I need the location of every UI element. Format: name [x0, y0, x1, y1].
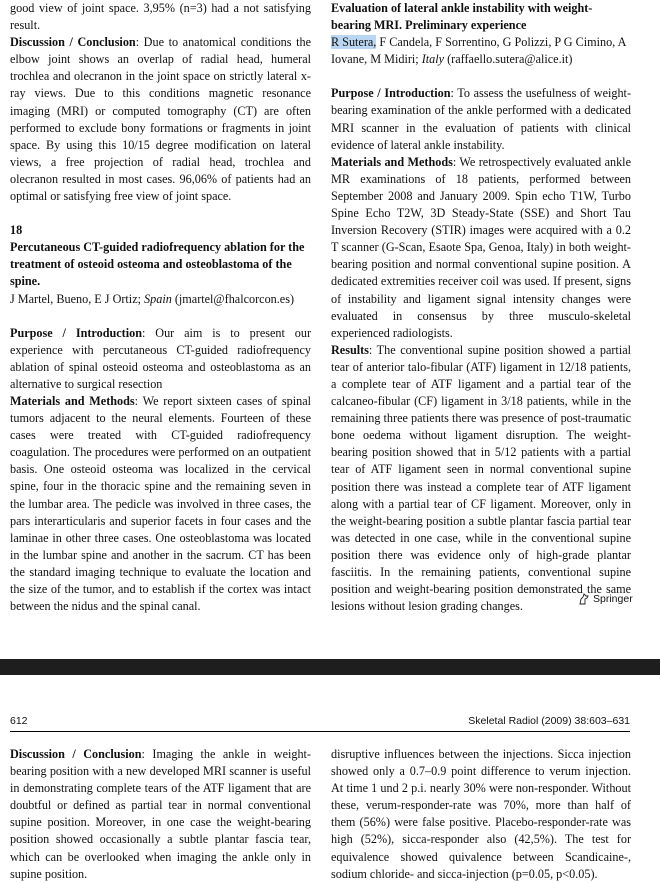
- purpose-label: Purpose / Introduction: [10, 325, 142, 340]
- email[interactable]: (jmartel@fhalcorcon.es): [174, 291, 295, 306]
- right-column: [331, 0, 631, 615]
- purpose-paragraph: [10, 325, 311, 393]
- page-separator: [0, 659, 660, 675]
- continued-text-page2: disruptive influences between the injections. Sicca injection showed only a 0.7–0.9 point difference to verum injection. At time 1 und 2 p.i. nearly 30% were non-responder. Without these, verum-responder-rate was 70%, more than half of them (56%) were false positive. Placebo-responder-rate was high (52%), sicca-responder also (42,5%). The test for equivalence showed quivalence between Scandicaine-, sodium chloride- and sicca-injection (p=0.05, p<0.05).: [331, 747, 631, 881]
- results-label-right: Results: [331, 342, 369, 357]
- author-line-right: [331, 34, 631, 68]
- publisher-name: Springer: [593, 593, 633, 605]
- discussion-text-page2: : Imaging the ankle in weight-bearing position with a new developed MRI scanner is useful in demonstrating complete tears of the ATF ligament that are doubtful or defined as partial tear in normal conventional supine position. Moreover, in one case the weight-bearing position showed occasionally a subtle plantar fascia tear, which can be overlooked when imaging the ankle only in supine position.: [10, 747, 311, 881]
- purpose-label-right: Purpose / Introduction: [331, 86, 451, 101]
- publisher-logo: [578, 593, 633, 605]
- country: Spain: [144, 291, 172, 306]
- discussion-label: Discussion / Conclusion: [10, 35, 136, 50]
- abstract-number: 18: [10, 223, 23, 238]
- journal-reference: Skeletal Radiol (2009) 38:603–631: [468, 715, 630, 727]
- purpose-text: : Our aim is to present our experience with percutaneous CT-guided radiofrequency ablation of spinal osteoid osteoma and osteoblastoma as an alternative to surgical resection: [10, 325, 312, 391]
- discussion-label-page2: Discussion / Conclusion: [10, 747, 142, 761]
- author-line: [10, 291, 311, 308]
- right-column-page2: [331, 746, 631, 883]
- purpose-text-right: : To assess the usefulness of weight-bearing examination of the ankle performed with a dedicated MRI scanner in the evaluation of patients with clinical evidence of lateral ankle instability.: [331, 86, 631, 152]
- highlighted-author[interactable]: R Sutera,: [331, 35, 377, 50]
- purpose-paragraph-right: [331, 85, 631, 153]
- abstract-title: Percutaneous CT-guided radiofrequency ablation for the treatment of osteoid osteoma and osteoblastoma of the spine.: [10, 240, 305, 289]
- methods-text-right: : We retrospectively evaluated ankle MR examinations of 18 patients, performed between September 2008 and January 2009. Spin echo T1W, Turbo Spine Echo T2W, 3D Steady-State (SSE) and Short Tau Inversion Recovery (STIR) images were acquired with a 0.2 T scanner (G-Scan, Esaote Spa, Genoa, Italy) in both weight-bearing position and normal conventional supine position. A dedicated extremities receiver coil was used. If present, signs of instability and ligament signal intensity changes were evaluated in consensus by three musculo-skeletal experienced radiologists.: [331, 154, 631, 340]
- header-rule: [10, 731, 630, 732]
- abstract-title-right: Evaluation of lateral ankle instability with weight-bearing MRI. Preliminary experience: [331, 1, 593, 33]
- left-column: [10, 0, 311, 615]
- methods-text: : We report sixteen cases of spinal tumors adjacent to the neural elements. Fourteen of these cases were treated with CT-guided radiofrequency coagulation. The procedures were performed on an outpatient basis. One osteoid osteoma was localized in the cervical spine, four in the thoracic spine and the remaining seven in the lumbar area. The pedicle was involved in three cases, the pars interarticularis and superior facets in four cases and the laminae in other three cases. One osteoblastoma was located in the lumbar spine and another in the sacrum. CT has been the standard imaging technique to evaluate the location and the size of the tumor, and to establish if the cortex was intact between the nidus and the spinal canal.: [10, 393, 311, 614]
- methods-label-right: Materials and Methods: [331, 154, 453, 169]
- discussion-paragraph: [10, 34, 311, 205]
- continuation-paragraph: good view of joint space. 3,95% (n=3) had a not satisfying result.: [10, 1, 311, 33]
- authors-rest: F Candela, F Sorrentino, G Polizzi, P G Cimino, A Iovane, M Midiri;: [331, 35, 626, 67]
- email-right[interactable]: (raffaello.sutera@alice.it): [447, 52, 573, 67]
- results-text-right: : The conventional supine position showed a partial tear of anterior talo-fibular (ATF) ligament in 12/18 patients, a complete tear of ATF ligament and a partial tear of the calcaneo-fibular (CF) ligament in 3/18 patients, while in the remaining three patients there was presence of post-traumatic bone oedema without ligament disruption. The weight-bearing position showed that in 5/12 patients with a partial tear of ATF ligament seen in normal conventional supine position there was instead a complete tear of ATF ligament along with a partial tear of CF ligament. Moreover, only in the weight-bearing position a subtle plantar fascia partial tear was detected in one case, while in the conventional supine position there was evidence only of high-grade plantar fasciitis. In the remaining patients, conventional supine position and weight-bearing position demonstrated the same lesions without lesion grading changes.: [331, 342, 631, 614]
- discussion-text: : Due to anatomical conditions the elbow joint shows an overlap of radial head, humeral trochlea and olecranon in the joint space on strictly lateral x-ray views. Due to this conditions magnetic resonance imaging (MRI) or computed tomography (CT) are often performed to exclude bony formations or fragments in joint space. By using this 10/15 degree modification on lateral views, a free projection of radial head, trochlea and olecranon resulted in most cases. 96,06% of patients had an optimal or satisfying free view of joint space.: [10, 35, 311, 204]
- discussion-paragraph-page2: [10, 746, 311, 883]
- authors: J Martel, Bueno, E J Ortiz;: [10, 291, 141, 306]
- country-right: Italy: [421, 52, 445, 67]
- methods-paragraph-right: [331, 154, 631, 342]
- springer-horse-icon: [578, 593, 590, 605]
- left-column-page2: [10, 746, 311, 883]
- methods-paragraph: [10, 393, 311, 615]
- page-number: 612: [10, 715, 28, 727]
- results-paragraph-right: [331, 342, 631, 616]
- methods-label: Materials and Methods: [10, 393, 135, 408]
- page-lower: [0, 675, 660, 881]
